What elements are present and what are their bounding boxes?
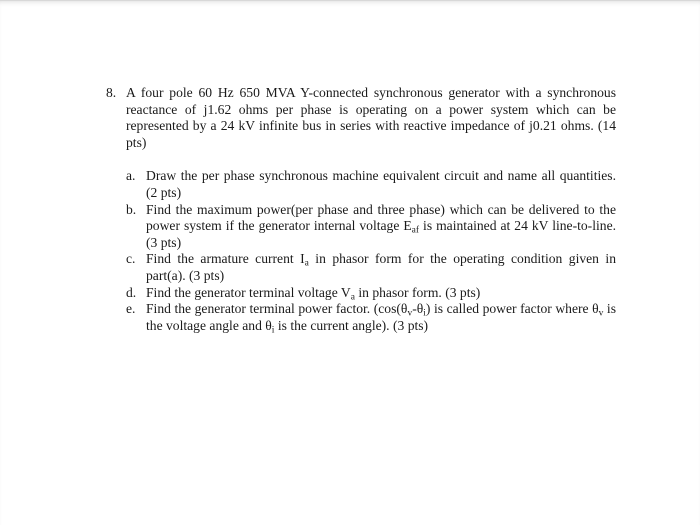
part-text-segment: Find the generator terminal voltage V xyxy=(146,284,351,300)
part-text xyxy=(146,285,480,300)
part-b xyxy=(126,202,616,252)
part-text-segment: is the current angle). (3 pts) xyxy=(274,317,429,333)
part-d xyxy=(126,285,616,302)
part-label: b. xyxy=(126,201,137,217)
part-text: Draw the per phase synchronous machine equivalent circuit and name all quantities. (2 pts) xyxy=(146,168,616,200)
part-text-segment: Find the armature current I xyxy=(146,251,305,267)
subscript: a xyxy=(350,291,355,302)
question-parts-list xyxy=(106,168,616,334)
question-number: 8. xyxy=(106,85,117,100)
part-label: d. xyxy=(126,284,137,300)
subscript: af xyxy=(411,225,420,236)
part-text-segment: in phasor form for the operating condition given in part(a). (3 pts) xyxy=(146,251,616,283)
part-e xyxy=(126,301,616,334)
part-text-segment: in phasor form. (3 pts) xyxy=(354,284,481,300)
subscript: a xyxy=(304,258,309,269)
part-text-segment: is the voltage angle and θ xyxy=(146,301,617,333)
part-label: c. xyxy=(126,251,136,267)
subscript: i xyxy=(423,308,426,319)
part-label: e. xyxy=(126,301,136,317)
part-text-segment: Find the generator terminal power factor. (cos(θ xyxy=(146,301,408,317)
part-text xyxy=(146,301,617,336)
subscript: v xyxy=(407,308,413,319)
subscript: v xyxy=(598,308,604,319)
question-text: A four pole 60 Hz 650 MVA Y-connected synchronous generator with a synchronous reactance of j1.62 ohms per phase is operating on a power system which can be represented by a 24 kV infinite bus in series with reactive impedance of j0.21 ohms. (14 pts) xyxy=(126,85,616,150)
part-text-segment: -θ xyxy=(412,301,424,317)
part-text xyxy=(146,202,616,250)
part-text-segment: Find the maximum power(per phase and three phase) which can be delivered to the power system if the generator internal voltage E xyxy=(146,201,616,234)
subscript: i xyxy=(271,325,275,336)
part-label: a. xyxy=(126,168,136,184)
part-a xyxy=(126,168,616,201)
part-text-segment: is maintained at 24 kV line-to-line. (3 pts) xyxy=(146,218,616,250)
part-text xyxy=(146,251,616,283)
question-8 xyxy=(106,85,616,334)
part-c xyxy=(126,251,616,284)
part-text-segment: ) is called power factor where θ xyxy=(425,301,599,317)
